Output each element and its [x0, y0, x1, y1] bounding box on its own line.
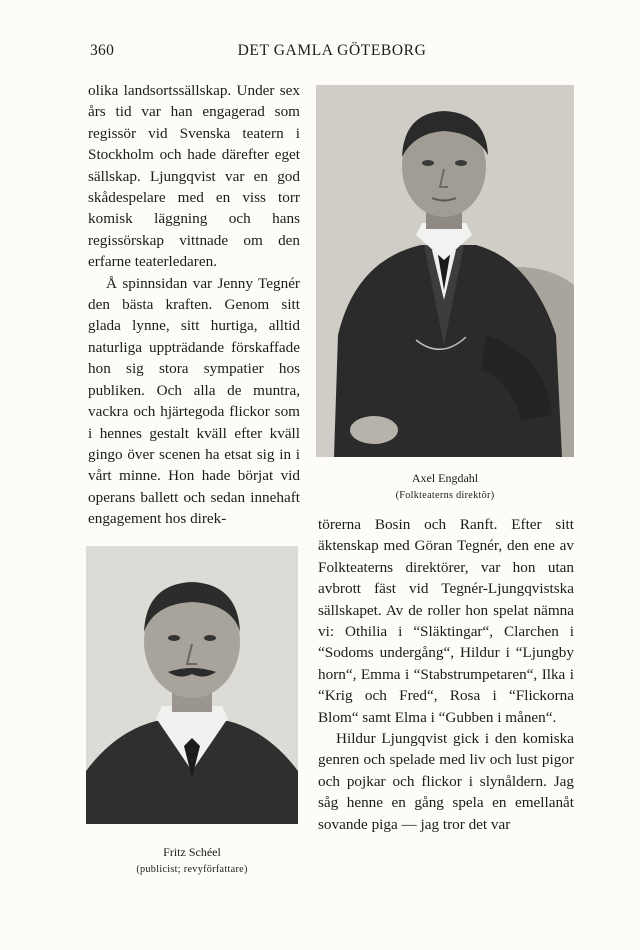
paragraph: törerna Bosin och Ranft. Efter sitt äktenskap med Göran Tegnér, den ene av Folkteaterns direktörer, var hon utan avbrott fäst vid Tegnér-Ljungqvistska sällskapet. Av de roller hon spelat nämna vi: Othilia i “Släktingar“, Clarchen i “Sodoms undergång“, Hildur i “Ljungby horn“, Emma i “Stabstrumpetaren“, Ilka i “Krig och Fred“, Rosa i “Flickorna Blom“ samt Elma i “Gubben i månen“. — [318, 516, 574, 726]
caption-subtitle: (Folkteaterns direktör) — [395, 490, 495, 501]
caption-name: Fritz Schéel — [163, 845, 221, 859]
caption-name: Axel Engdahl — [411, 471, 479, 485]
portrait-photo-axel-engdahl — [316, 85, 574, 457]
text-column-right — [318, 514, 574, 835]
running-title: DET GAMLA GÖTEBORG — [237, 42, 427, 59]
caption-subtitle: (publicist; revyförfattare) — [136, 864, 248, 875]
paragraph: Hildur Ljungqvist gick i den komiska genren och spelade med liv och lust pigor och pojkar och flickor i slynåldern. Jag såg henne en gång spela en emellanåt sovande piga — jag tror det var — [318, 730, 574, 833]
paragraph: Å spinnsidan var Jenny Tegnér den bästa kraften. Genom sitt glada lynne, sitt hurtiga, alltid naturliga uppträdande förskaffade hon sig stora sympatier hos publiken. Och alla de muntra, vackra och hjärtegoda flickor som i hennes gestalt kväll efter kväll gingo över scenen ha etsat sig in i vårt minne. Hon hade börjat vid operans ballett och sedan innehaft engagement hos direk- — [88, 274, 300, 528]
page-number: 360 — [90, 42, 115, 59]
paragraph: olika landsortssällskap. Under sex års tid var han engagerad som regissör vid Svenska teatern i Stockholm och hade därefter eget sällskap. Ljungqvist var en god skådespelare med en viss torr komisk läggning och hans regissörskap vittnade om den erfarne teaterledaren. — [88, 82, 300, 271]
caption-axel-engdahl — [316, 470, 574, 504]
caption-fritz-scheel — [86, 844, 298, 878]
text-column-left — [88, 80, 300, 530]
portrait-illustration — [86, 546, 298, 824]
portrait-illustration — [316, 85, 574, 457]
portrait-photo-fritz-scheel — [86, 546, 298, 824]
